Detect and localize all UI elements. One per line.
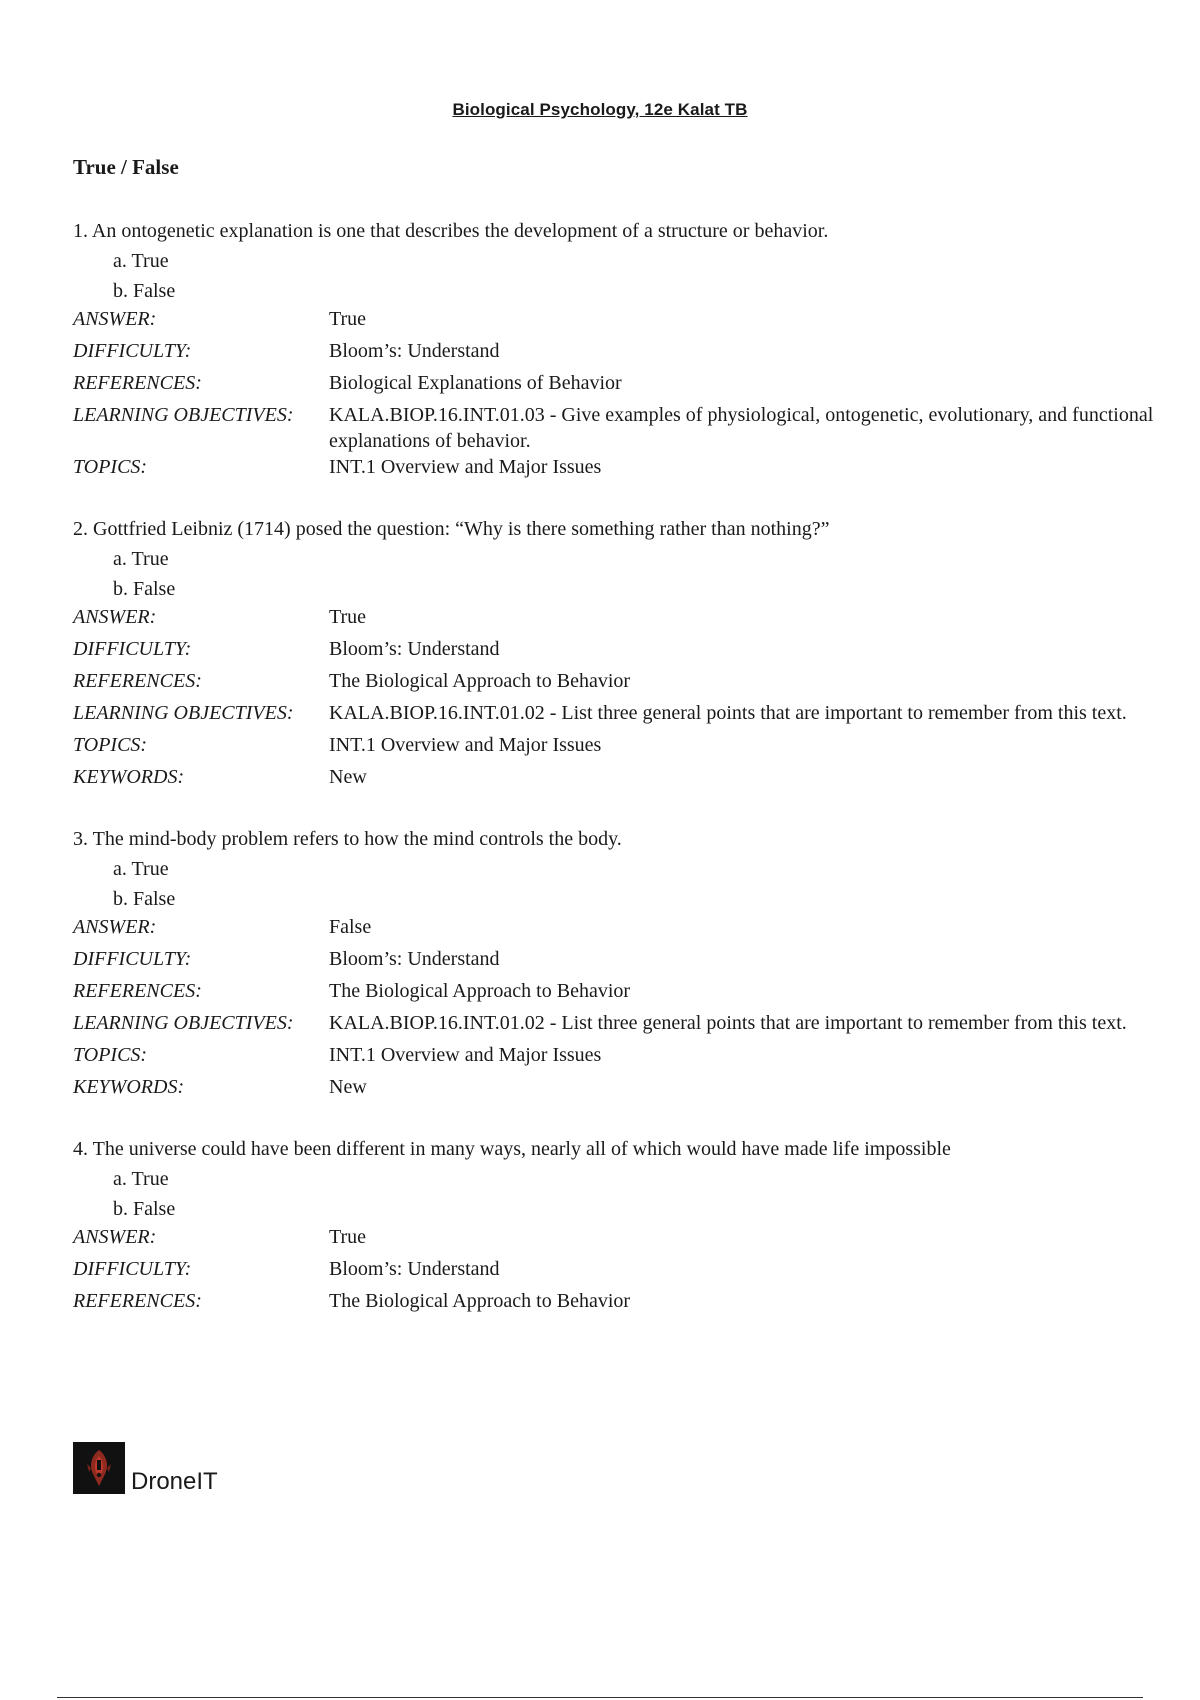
references-label: REFERENCES:: [73, 372, 202, 394]
answer-label: ANSWER:: [73, 308, 157, 330]
topics-value: INT.1 Overview and Major Issues: [329, 734, 602, 756]
references-row: [73, 370, 1163, 402]
option-true: a. True: [113, 250, 169, 272]
answer-value: True: [329, 308, 367, 330]
topics-value: INT.1 Overview and Major Issues: [329, 456, 602, 478]
answer-value: True: [329, 1226, 367, 1248]
question-item: [73, 514, 1163, 796]
difficulty-row: [73, 338, 1163, 370]
references-row: [73, 1288, 1163, 1320]
answer-options: [73, 854, 1163, 914]
references-row: [73, 668, 1163, 700]
question-stem: 3. The mind-body problem refers to how the mind controls the body.: [73, 828, 622, 850]
references-label: REFERENCES:: [73, 980, 202, 1002]
answer-label: ANSWER:: [73, 606, 157, 628]
keywords-row: [73, 1074, 1163, 1106]
drone-logo-icon: [73, 1442, 125, 1494]
difficulty-row: [73, 946, 1163, 978]
learning-objectives-value: KALA.BIOP.16.INT.01.02 - List three general points that are important to remember from this text.: [329, 1012, 1127, 1034]
learning-objectives-row: [73, 1010, 1163, 1042]
references-value: The Biological Approach to Behavior: [329, 980, 631, 1002]
option-true: a. True: [113, 1168, 169, 1190]
learning-objectives-value: KALA.BIOP.16.INT.01.02 - List three general points that are important to remember from this text.: [329, 702, 1127, 724]
page-title: Biological Psychology, 12e Kalat TB: [452, 100, 748, 119]
option-true: a. True: [113, 548, 169, 570]
keywords-row: [73, 764, 1163, 796]
answer-value: True: [329, 606, 367, 628]
learning-objectives-label: LEARNING OBJECTIVES:: [73, 404, 294, 426]
section-heading: True / False: [73, 155, 179, 179]
keywords-value: New: [329, 766, 367, 788]
keywords-label: KEYWORDS:: [73, 766, 185, 788]
references-value: The Biological Approach to Behavior: [329, 670, 631, 692]
answer-row: [73, 1224, 1163, 1256]
topics-row: [73, 1042, 1163, 1074]
difficulty-row: [73, 1256, 1163, 1288]
answer-label: ANSWER:: [73, 916, 157, 938]
answer-options: [73, 1164, 1163, 1224]
footer-divider: [57, 1697, 1143, 1698]
difficulty-label: DIFFICULTY:: [73, 638, 192, 660]
topics-value: INT.1 Overview and Major Issues: [329, 1044, 602, 1066]
learning-objectives-label: LEARNING OBJECTIVES:: [73, 1012, 294, 1034]
learning-objectives-value: KALA.BIOP.16.INT.01.03 - Give examples of physiological, ontogenetic, evolutionary, and functional explanations of behavior.: [329, 404, 1154, 452]
references-label: REFERENCES:: [73, 670, 202, 692]
difficulty-label: DIFFICULTY:: [73, 340, 192, 362]
keywords-value: New: [329, 1076, 367, 1098]
option-false: b. False: [113, 578, 176, 600]
question-stem: 4. The universe could have been different in many ways, nearly all of which would have made life impossible: [73, 1138, 951, 1160]
references-row: [73, 978, 1163, 1010]
droneit-logo: [73, 1442, 218, 1494]
question-item: [73, 1134, 1163, 1320]
topics-label: TOPICS:: [73, 1044, 148, 1066]
difficulty-label: DIFFICULTY:: [73, 948, 192, 970]
answer-label: ANSWER:: [73, 1226, 157, 1248]
answer-row: [73, 306, 1163, 338]
learning-objectives-row: [73, 700, 1163, 732]
references-label: REFERENCES:: [73, 1290, 202, 1312]
difficulty-value: Bloom’s: Understand: [329, 1258, 500, 1280]
answer-row: [73, 914, 1163, 946]
question-item: [73, 216, 1163, 486]
answer-options: [73, 246, 1163, 306]
question-item: [73, 824, 1163, 1106]
question-list: [73, 216, 1163, 1348]
question-stem: 1. An ontogenetic explanation is one that describes the development of a structure or behavior.: [73, 220, 829, 242]
option-true: a. True: [113, 858, 169, 880]
difficulty-row: [73, 636, 1163, 668]
topics-label: TOPICS:: [73, 456, 148, 478]
option-false: b. False: [113, 1198, 176, 1220]
keywords-label: KEYWORDS:: [73, 1076, 185, 1098]
references-value: The Biological Approach to Behavior: [329, 1290, 631, 1312]
topics-row: [73, 732, 1163, 764]
answer-row: [73, 604, 1163, 636]
option-false: b. False: [113, 888, 176, 910]
difficulty-value: Bloom’s: Understand: [329, 340, 500, 362]
answer-value: False: [329, 916, 372, 938]
option-false: b. False: [113, 280, 176, 302]
topics-row: [73, 454, 1163, 486]
topics-label: TOPICS:: [73, 734, 148, 756]
references-value: Biological Explanations of Behavior: [329, 372, 622, 394]
difficulty-label: DIFFICULTY:: [73, 1258, 192, 1280]
difficulty-value: Bloom’s: Understand: [329, 638, 500, 660]
logo-text: DroneIT: [131, 1468, 218, 1495]
learning-objectives-label: LEARNING OBJECTIVES:: [73, 702, 294, 724]
question-stem: 2. Gottfried Leibniz (1714) posed the question: “Why is there something rather than nothing?”: [73, 518, 830, 540]
difficulty-value: Bloom’s: Understand: [329, 948, 500, 970]
answer-options: [73, 544, 1163, 604]
learning-objectives-row: [73, 402, 1163, 454]
